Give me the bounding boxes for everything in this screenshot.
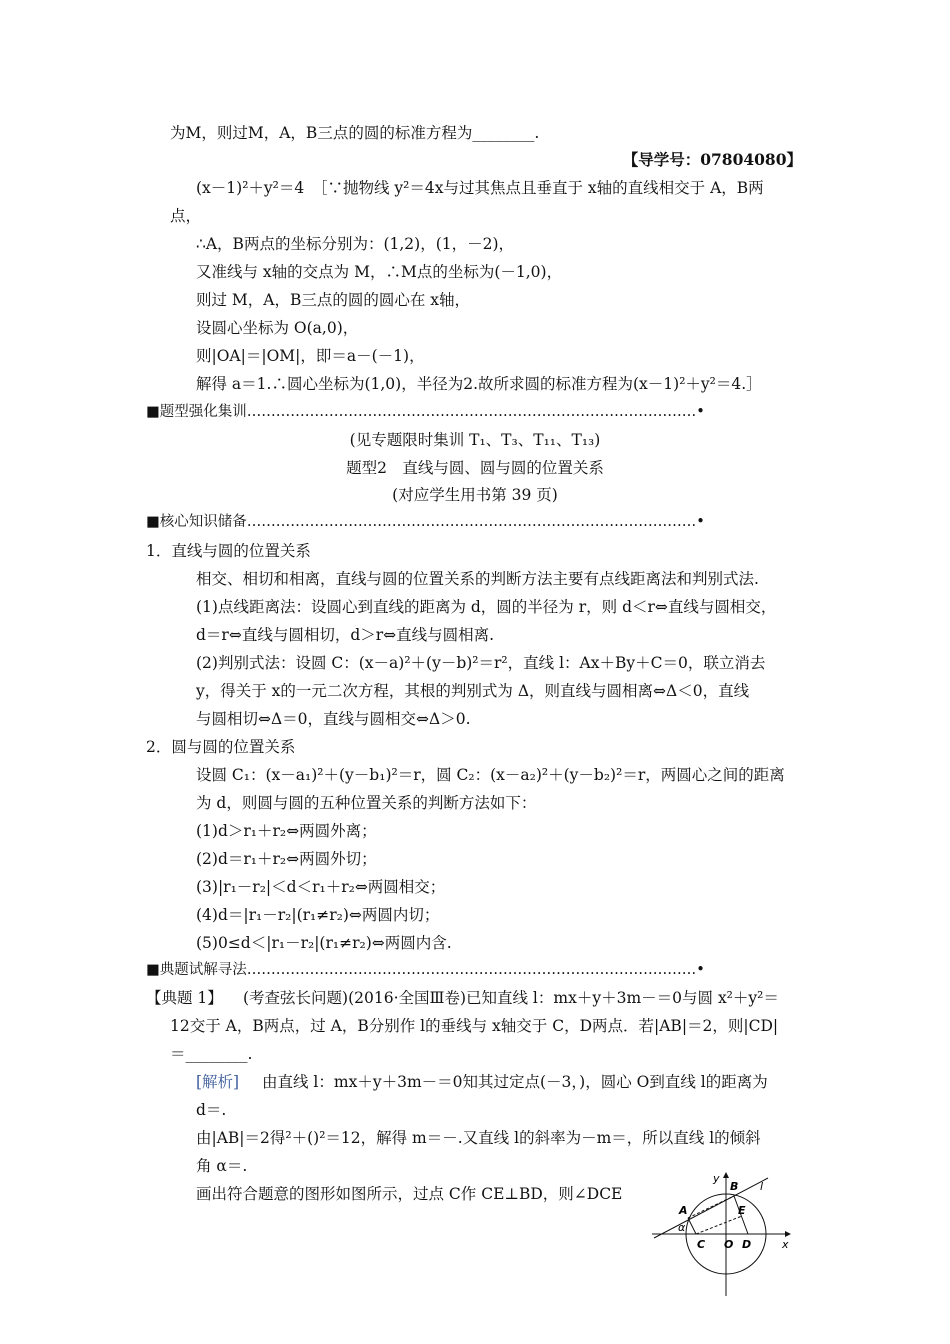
subsection-title: 1．直线与圆的位置关系 [146, 542, 311, 560]
text-line: y，得关于 x的一元二次方程，其根的判别式为 Δ，则直线与圆相离⇔Δ＜0，直线 [196, 682, 750, 700]
text-line: 12交于 A，B两点，过 A，B分别作 l的垂线与 x轴交于 C，D两点．若|AB|＝2，则|CD| [170, 1017, 779, 1035]
page-reference: (对应学生用书第 39 页) [392, 486, 558, 504]
text-line: (4)d＝|r₁－r₂|(r₁≠r₂)⇔两圆内切； [196, 906, 440, 924]
text-line: ＝________. [170, 1045, 253, 1063]
guide-number: 【导学号：07804080】 [622, 150, 802, 169]
label-a: A [679, 1204, 688, 1217]
section-heading: ■题型强化集训…………………………………………………………………………………• [146, 404, 705, 420]
label-y: y [713, 1172, 720, 1185]
label-b: B [730, 1180, 739, 1193]
text-line: ∴A，B两点的坐标分别为：(1,2)，(1，－2)， [196, 235, 515, 253]
text-line: 则过 M，A，B三点的圆的圆心在 x轴， [196, 291, 471, 309]
text-line: d＝r⇔直线与圆相切，d＞r⇔直线与圆相离. [196, 626, 495, 644]
label-o: O [724, 1238, 734, 1251]
section-heading: ■典题试解寻法…………………………………………………………………………………• [146, 962, 705, 978]
text-line: (2)判别式法：设圆 C：(x－a)²＋(y－b)²＝r²，直线 l：Ax＋By＋C＝0，联立消去 [196, 654, 766, 672]
text-line: 与圆相切⇔Δ＝0，直线与圆相交⇔Δ＞0. [196, 710, 471, 728]
segment-ce [696, 1216, 742, 1234]
text-line: (1)d＞r₁＋r₂⇔两圆外离； [196, 822, 377, 840]
label-alpha: α [678, 1221, 686, 1234]
text-line: (考查弦长问题)(2016·全国Ⅲ卷)已知直线 l：mx＋y＋3m－＝0与圆 x²＋y²＝ [243, 989, 779, 1007]
text-line: 角 α＝. [196, 1157, 248, 1175]
label-e: E [738, 1204, 746, 1217]
label-d: D [742, 1238, 752, 1251]
text-line: 设圆心坐标为 O(a,0)， [196, 319, 359, 337]
perp-ac [688, 1218, 696, 1234]
label-c: C [697, 1238, 706, 1251]
text-line: 由直线 l：mx＋y＋3m－＝0知其过定点(－3，)，圆心 O到直线 l的距离为 [262, 1073, 768, 1091]
solution-label: [解析] [196, 1073, 240, 1091]
text-line: 相交、相切和相离，直线与圆的位置关系的判断方法主要有点线距离法和判别式法. [196, 570, 759, 588]
text-line: 为M，则过M，A，B三点的圆的标准方程为________. [170, 124, 540, 142]
text-line: (3)|r₁－r₂|＜d＜r₁＋r₂⇔两圆相交； [196, 878, 446, 896]
line-l [654, 1178, 768, 1238]
text-line: (5)0≤d＜|r₁－r₂|(r₁≠r₂)⇔两圆内含. [196, 934, 452, 952]
text-line: (1)点线距离法：设圆心到直线的距离为 d，圆的半径为 r，则 d＜r⇔直线与圆相交， [196, 598, 777, 616]
section-title: 题型2 直线与圆、圆与圆的位置关系 [346, 459, 604, 477]
text-line: 则|OA|＝|OM|，即＝a－(－1)， [196, 347, 425, 365]
x-axis-arrow [785, 1231, 791, 1237]
text-line: (x－1)²＋y²＝4 ［∵抛物线 y²＝4x与过其焦点且垂直于 x轴的直线相交于 A，B两 [196, 179, 764, 197]
geometry-figure [650, 1168, 800, 1298]
note-line: (见专题限时集训 T₁、T₃、T₁₁、T₁₃) [349, 431, 601, 449]
text-line: 解得 a＝1.∴圆心坐标为(1,0)，半径为2.故所求圆的标准方程为(x－1)²＋y²＝4.］ [196, 375, 762, 393]
text-line: 点， [170, 207, 202, 225]
subsection-title: 2．圆与圆的位置关系 [146, 738, 296, 756]
text-line: (2)d＝r₁＋r₂⇔两圆外切； [196, 850, 377, 868]
text-line: 设圆 C₁：(x－a₁)²＋(y－b₁)²＝r，圆 C₂：(x－a₂)²＋(y－b₂)²＝r，两圆心之间的距离 [196, 766, 785, 784]
label-l: l [760, 1180, 764, 1193]
text-line: 画出符合题意的图形如图所示，过点 C作 CE⊥BD，则∠DCE [196, 1185, 623, 1203]
text-line: 为 d，则圆与圆的五种位置关系的判断方法如下： [196, 794, 537, 812]
text-line: 又准线与 x轴的交点为 M，∴M点的坐标为(－1,0)， [196, 263, 563, 281]
question-label: 【典题 1】 [146, 989, 223, 1007]
y-axis-arrow [723, 1172, 729, 1178]
text-line: 由|AB|＝2得²＋()²＝12，解得 m＝－.又直线 l的斜率为－m＝，所以直线 l的倾斜 [196, 1129, 761, 1147]
label-x: x [782, 1238, 789, 1251]
text-line: d＝. [196, 1101, 227, 1119]
section-heading: ■核心知识储备…………………………………………………………………………………• [146, 514, 705, 530]
